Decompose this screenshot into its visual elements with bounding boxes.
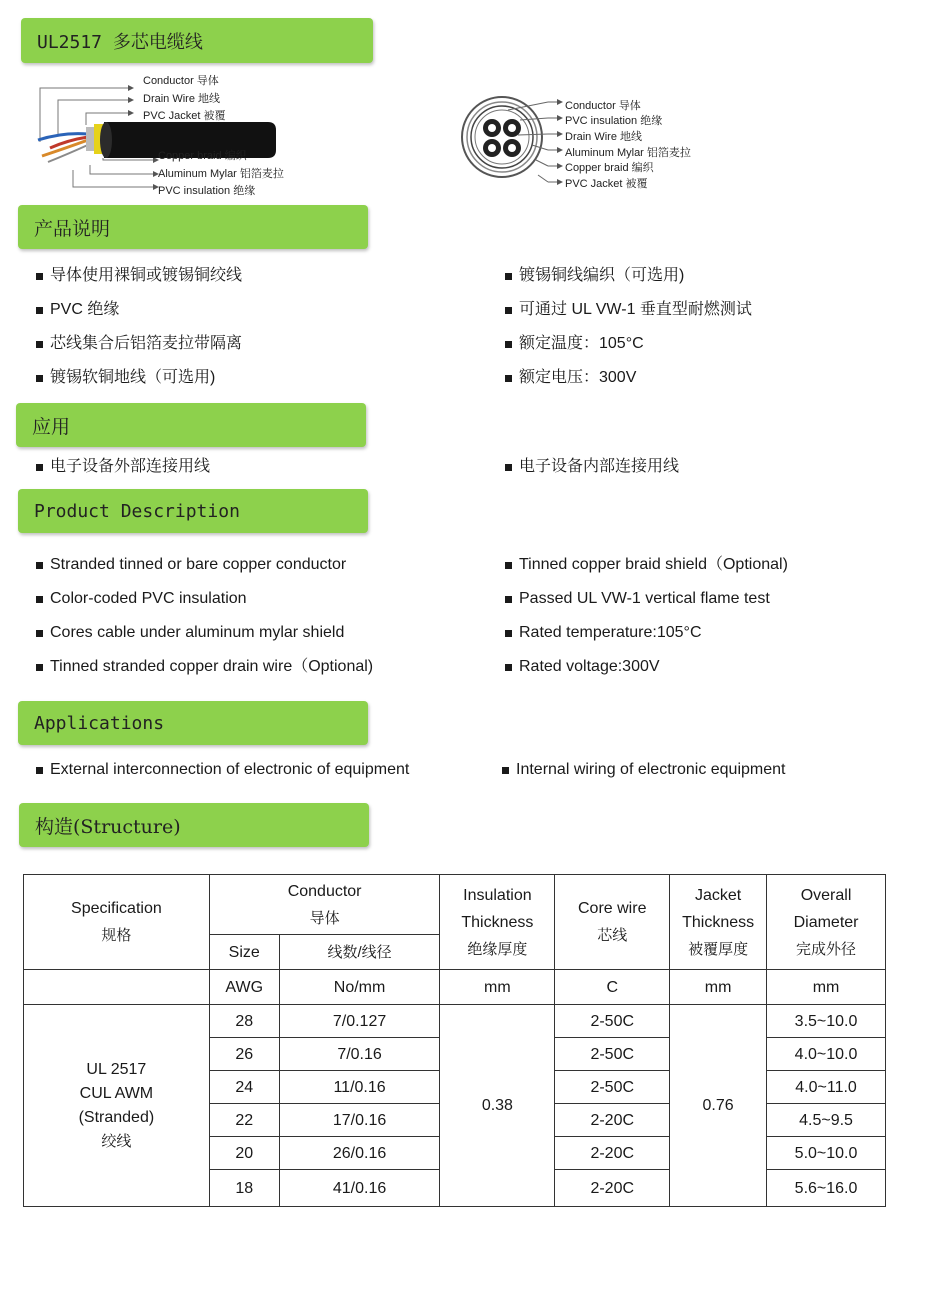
product-en-banner: [18, 489, 368, 533]
awg-cell: 26: [209, 1038, 279, 1071]
right-label-copper-braid: Copper braid 编织: [565, 162, 654, 174]
left-label-pvc-jacket: PVC Jacket 被覆: [143, 110, 226, 122]
core-cell: 2-50C: [555, 1071, 670, 1104]
jacket-header: Jacket Thickness 被覆厚度: [670, 875, 767, 970]
list-item: 导体使用裸铜或镀锡铜绞线: [34, 259, 242, 293]
structure-heading: 构造(Structure): [35, 815, 181, 838]
insulation-header: Insulation Thickness 绝缘厚度: [440, 875, 555, 970]
od-cell: 4.5~9.5: [767, 1104, 886, 1137]
application-cn-right-list: [503, 450, 679, 484]
product-cn-heading: 产品说明: [34, 217, 111, 240]
list-item: Color-coded PVC insulation: [34, 582, 373, 616]
right-label-pvc-insulation: PVC insulation 绝缘: [565, 115, 663, 127]
right-label-aluminum-mylar: Aluminum Mylar 铝箔麦拉: [565, 147, 691, 159]
cross-section-leaders: [548, 96, 564, 191]
product-cn-left-list: [34, 259, 242, 395]
awg-cell: 28: [209, 1005, 279, 1038]
table-row: [24, 1005, 886, 1038]
application-cn-banner: [16, 403, 366, 447]
jacket-value-cell: 0.76: [670, 1005, 767, 1207]
left-label-aluminum-mylar: Aluminum Mylar 铝箔麦拉: [158, 168, 284, 180]
od-cell: 5.6~16.0: [767, 1170, 886, 1207]
structure-table: [23, 874, 886, 1207]
list-item: 镀锡铜线编织（可选用): [503, 259, 752, 293]
awg-cell: 20: [209, 1137, 279, 1170]
product-en-right-list: [503, 548, 788, 684]
left-label-copper-braid: Copper braid 编织: [158, 150, 247, 162]
list-item: Rated voltage:300V: [503, 650, 788, 684]
list-item: Cores cable under aluminum mylar shield: [34, 616, 373, 650]
insulation-value-cell: 0.38: [440, 1005, 555, 1207]
title-banner: [21, 18, 373, 63]
strand-header: 线数/线径: [279, 935, 440, 970]
unit-cell: No/mm: [279, 970, 440, 1005]
awg-cell: 18: [209, 1170, 279, 1207]
application-en-left-list: [34, 753, 409, 787]
application-cn-left-list: [34, 450, 210, 484]
list-item: 芯线集合后铝箔麦拉带隔离: [34, 327, 242, 361]
title-text: UL2517 多芯电缆线: [37, 31, 203, 53]
list-item: 电子设备内部连接用线: [503, 450, 679, 484]
left-label-pvc-insulation: PVC insulation 绝缘: [158, 185, 256, 197]
core-cell: 2-20C: [555, 1170, 670, 1207]
left-label-drain-wire: Drain Wire 地线: [143, 93, 221, 105]
unit-cell: mm: [440, 970, 555, 1005]
od-cell: 4.0~10.0: [767, 1038, 886, 1071]
application-en-heading: Applications: [34, 712, 165, 734]
spec-value-cell: UL 2517 CUL AWM (Stranded) 绞线: [24, 1005, 210, 1207]
list-item: Tinned stranded copper drain wire（Optional): [34, 650, 373, 684]
application-en-right-list: [500, 753, 785, 787]
product-cn-right-list: [503, 259, 752, 395]
unit-cell: mm: [670, 970, 767, 1005]
od-cell: 5.0~10.0: [767, 1137, 886, 1170]
od-cell: 4.0~11.0: [767, 1071, 886, 1104]
application-cn-heading: 应用: [32, 415, 71, 438]
awg-cell: 22: [209, 1104, 279, 1137]
unit-cell: mm: [767, 970, 886, 1005]
list-item: Passed UL VW-1 vertical flame test: [503, 582, 788, 616]
right-label-drain-wire: Drain Wire 地线: [565, 131, 643, 143]
cable-cross-section-diagram: [458, 90, 558, 190]
strand-cell: 7/0.16: [279, 1038, 440, 1071]
core-cell: 2-50C: [555, 1038, 670, 1071]
core-cell: 2-20C: [555, 1104, 670, 1137]
unit-cell: C: [555, 970, 670, 1005]
overall-diameter-header: Overall Diameter 完成外径: [767, 875, 886, 970]
awg-cell: 24: [209, 1071, 279, 1104]
od-cell: 3.5~10.0: [767, 1005, 886, 1038]
units-row: [24, 970, 886, 1005]
list-item: PVC 绝缘: [34, 293, 242, 327]
list-item: 电子设备外部连接用线: [34, 450, 210, 484]
list-item: Rated temperature:105°C: [503, 616, 788, 650]
list-item: 镀锡软铜地线（可选用): [34, 361, 242, 395]
right-label-pvc-jacket: PVC Jacket 被覆: [565, 178, 648, 190]
product-cn-banner: [18, 205, 368, 249]
spec-header: Specification 规格: [24, 875, 210, 970]
list-item: 额定温度：105°C: [503, 327, 752, 361]
application-en-banner: [18, 701, 368, 745]
strand-cell: 26/0.16: [279, 1137, 440, 1170]
core-wire-header: Core wire 芯线: [555, 875, 670, 970]
strand-cell: 17/0.16: [279, 1104, 440, 1137]
left-label-conductor: Conductor 导体: [143, 75, 219, 87]
core-cell: 2-20C: [555, 1137, 670, 1170]
list-item: Internal wiring of electronic equipment: [500, 753, 785, 787]
conductor-header: Conductor 导体: [209, 875, 440, 935]
strand-cell: 41/0.16: [279, 1170, 440, 1207]
product-en-heading: Product Description: [34, 500, 240, 522]
list-item: External interconnection of electronic of equipment: [34, 753, 409, 787]
list-item: 可通过 UL VW-1 垂直型耐燃测试: [503, 293, 752, 327]
strand-cell: 11/0.16: [279, 1071, 440, 1104]
product-en-left-list: [34, 548, 373, 684]
right-label-conductor: Conductor 导体: [565, 100, 641, 112]
list-item: Stranded tinned or bare copper conductor: [34, 548, 373, 582]
unit-cell: AWG: [209, 970, 279, 1005]
list-item: 额定电压：300V: [503, 361, 752, 395]
strand-cell: 7/0.127: [279, 1005, 440, 1038]
core-cell: 2-50C: [555, 1005, 670, 1038]
size-header: Size: [209, 935, 279, 970]
structure-banner: [19, 803, 369, 847]
list-item: Tinned copper braid shield（Optional): [503, 548, 788, 582]
